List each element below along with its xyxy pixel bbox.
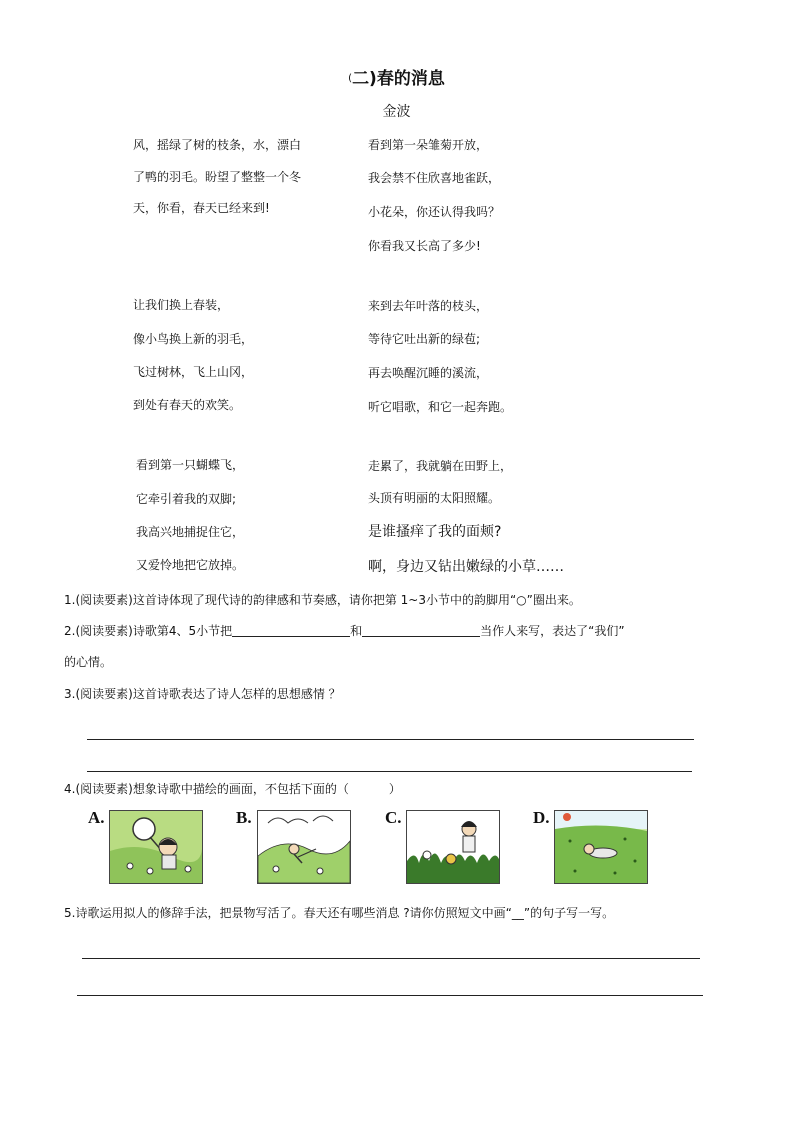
poem-line: 到处有春天的欢笑。	[133, 398, 242, 412]
answer-line[interactable]	[82, 958, 700, 959]
question-3: 3.(阅读要素)这首诗歌表达了诗人怎样的思想感情 ？	[64, 687, 341, 701]
poem-line: 像小鸟换上新的羽毛，	[133, 332, 254, 346]
poem-line: 看到第一只蝴蝶飞，	[136, 458, 245, 472]
poem-line: 走累了，我就躺在田野上，	[368, 459, 513, 473]
poem-line: 小花朵，你还认得我吗？	[368, 205, 501, 219]
poem-line: 是谁搔痒了我的面颊?	[368, 524, 502, 540]
poem-line: 天，你看，春天已经来到!	[133, 201, 270, 215]
question-2-text-a: 2.(阅读要素)诗歌第4、5小节把	[64, 624, 233, 638]
answer-blank-2[interactable]	[362, 624, 480, 637]
girl-with-net-picture	[110, 811, 202, 883]
option-c-picture[interactable]	[406, 810, 500, 884]
poem-line: 看到第一朵雏菊开放，	[368, 138, 489, 152]
option-d-picture[interactable]	[554, 810, 648, 884]
answer-line[interactable]	[77, 995, 703, 996]
author: 金波	[382, 104, 411, 120]
question-4	[64, 780, 401, 797]
question-2-continued: 的心情。	[64, 655, 113, 669]
poem-line: 头顶有明丽的太阳照耀。	[368, 491, 501, 505]
poem-line: 又爱怜地把它放掉。	[136, 558, 245, 572]
question-4-text: 4.(阅读要素)想象诗歌中描绘的画面，不包括下面的（	[64, 782, 349, 796]
poem-line: 再去唤醒沉睡的溪流，	[368, 366, 489, 380]
poem-line: 你看我又长高了多少!	[368, 239, 481, 253]
poem-line: 让我们换上春装，	[133, 298, 230, 312]
option-b-picture[interactable]	[257, 810, 351, 884]
page-title	[0, 64, 793, 89]
girl-with-flowers-picture	[407, 811, 499, 883]
poem-line: 来到去年叶落的枝头，	[368, 299, 489, 313]
question-4-close-paren: ）	[388, 782, 401, 796]
poem-line: 我会禁不住欣喜地雀跃，	[368, 171, 501, 185]
option-d-label[interactable]: D.	[533, 808, 550, 827]
answer-line[interactable]	[87, 771, 692, 772]
girl-lying-on-grass-picture	[555, 811, 647, 883]
poem-line: 等待它吐出新的绿苞;	[368, 332, 481, 346]
question-5: 5.诗歌运用拟人的修辞手法，把景物写活了。春天还有哪些消息 ?请你仿照短文中画“__”的句子写一写。	[64, 906, 615, 920]
option-a-picture[interactable]	[109, 810, 203, 884]
title-main: 二)春的消息	[352, 69, 445, 89]
kids-running-picture	[258, 811, 350, 883]
question-2-text-c: 当作人来写，表达了“我们”	[480, 624, 625, 638]
poem-line: 飞过树林，飞上山冈，	[133, 365, 254, 379]
answer-blank-1[interactable]	[232, 624, 350, 637]
option-b-label[interactable]: B.	[236, 808, 252, 827]
poem-line: 它牵引着我的双脚;	[136, 492, 237, 506]
poem-line: 了鸭的羽毛。盼望了整整一个冬	[133, 170, 302, 184]
title-paren: (	[348, 73, 353, 84]
answer-line[interactable]	[87, 739, 694, 740]
question-1: 1.(阅读要素)这首诗体现了现代诗的韵律感和节奏感，请你把第 1~3小节中的韵脚用“○”圈出来。	[64, 593, 581, 607]
question-2-text-b: 和	[350, 624, 363, 638]
poem-line: 我高兴地捕捉住它，	[136, 525, 245, 539]
option-c-label[interactable]: C.	[385, 808, 402, 827]
poem-line: 风，摇绿了树的枝条，水，漂白	[133, 138, 302, 152]
poem-line: 啊，身边又钻出嫩绿的小草……	[368, 559, 564, 575]
question-2	[64, 622, 625, 639]
poem-line: 听它唱歌，和它一起奔跑。	[368, 400, 513, 414]
option-a-label[interactable]: A.	[88, 808, 105, 827]
